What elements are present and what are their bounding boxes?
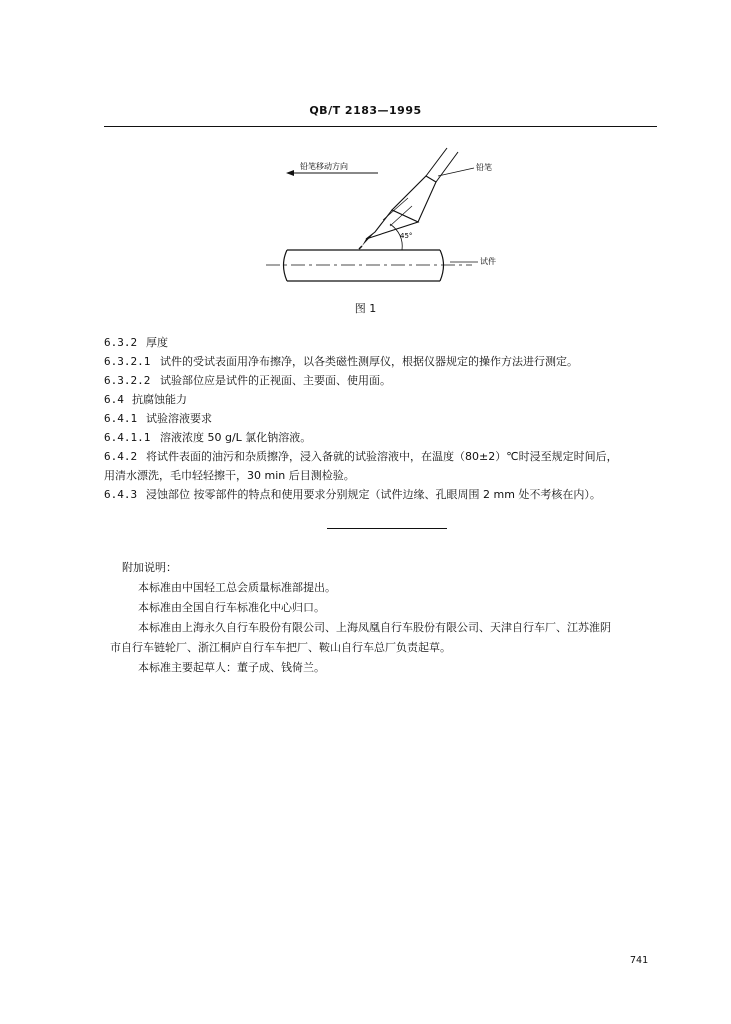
pencil-label: 铅笔 [476, 163, 492, 172]
direction-label: 铅笔移动方向 [300, 162, 348, 171]
specimen-label: 试件 [480, 257, 496, 266]
section-line [104, 428, 664, 447]
section-line [104, 485, 664, 504]
section-text: 试件的受试表面用净布擦净，以各类磁性测厚仪，根据仪器规定的操作方法进行测定。 [160, 355, 578, 368]
additional-notes [110, 558, 670, 678]
section-text: 抗腐蚀能力 [132, 393, 187, 406]
notes-line: 本标准由全国自行车标准化中心归口。 [138, 601, 325, 614]
section-body [104, 333, 664, 504]
notes-line: 本标准由中国轻工总会质量标准部提出。 [138, 581, 336, 594]
specimen-right-end [440, 250, 444, 281]
section-number: 6.3.2 [104, 336, 138, 349]
page-number: 741 [630, 955, 649, 966]
section-number: 6.4.1 [104, 412, 138, 425]
section-line-continued [104, 466, 664, 485]
section-line [104, 371, 664, 390]
figure-pencil-test [240, 138, 510, 298]
section-text: 浸蚀部位 按零部件的特点和使用要求分别规定（试件边缘、孔眼周围 2 mm 处不考核在内）。 [146, 488, 601, 501]
section-line [104, 333, 664, 352]
section-divider [327, 528, 447, 529]
section-number: 6.4.3 [104, 488, 138, 501]
specimen-left-end [284, 250, 288, 281]
section-number: 6.3.2.2 [104, 374, 151, 387]
section-number: 6.4 [104, 393, 124, 406]
section-text: 溶液浓度 50 g/L 氯化钠溶液。 [160, 431, 312, 444]
section-number: 6.4.2 [104, 450, 138, 463]
figure-caption: 图 1 [354, 302, 377, 315]
standard-code-header: QB/T 2183—1995 [309, 104, 422, 117]
notes-line: 本标准由上海永久自行车股份有限公司、上海凤凰自行车股份有限公司、天津自行车厂、江苏淮阴 [138, 621, 611, 634]
pencil-test-diagram [240, 138, 510, 298]
section-number: 6.3.2.1 [104, 355, 151, 368]
section-text: 用清水漂洗，毛巾轻轻擦干，30 min 后目测检验。 [104, 469, 355, 482]
section-line [104, 409, 664, 428]
direction-arrowhead [286, 170, 294, 176]
section-text: 厚度 [146, 336, 168, 349]
section-line [104, 447, 664, 466]
header-rule [104, 126, 657, 127]
section-text: 试验部位应是试件的正视面、主要面、使用面。 [160, 374, 391, 387]
section-number: 6.4.1.1 [104, 431, 151, 444]
notes-line: 市自行车链轮厂、浙江桐庐自行车车把厂、鞍山自行车总厂负责起草。 [110, 641, 451, 654]
notes-line: 本标准主要起草人：董子成、钱倚兰。 [138, 661, 325, 674]
section-text: 将试件表面的油污和杂质擦净，浸入备就的试验溶液中，在温度（80±2）℃时浸至规定时间后， [146, 450, 618, 463]
section-line [104, 390, 664, 409]
angle-label: 45° [400, 232, 413, 240]
notes-title: 附加说明： [122, 561, 177, 574]
section-line [104, 352, 664, 371]
section-text: 试验溶液要求 [146, 412, 212, 425]
